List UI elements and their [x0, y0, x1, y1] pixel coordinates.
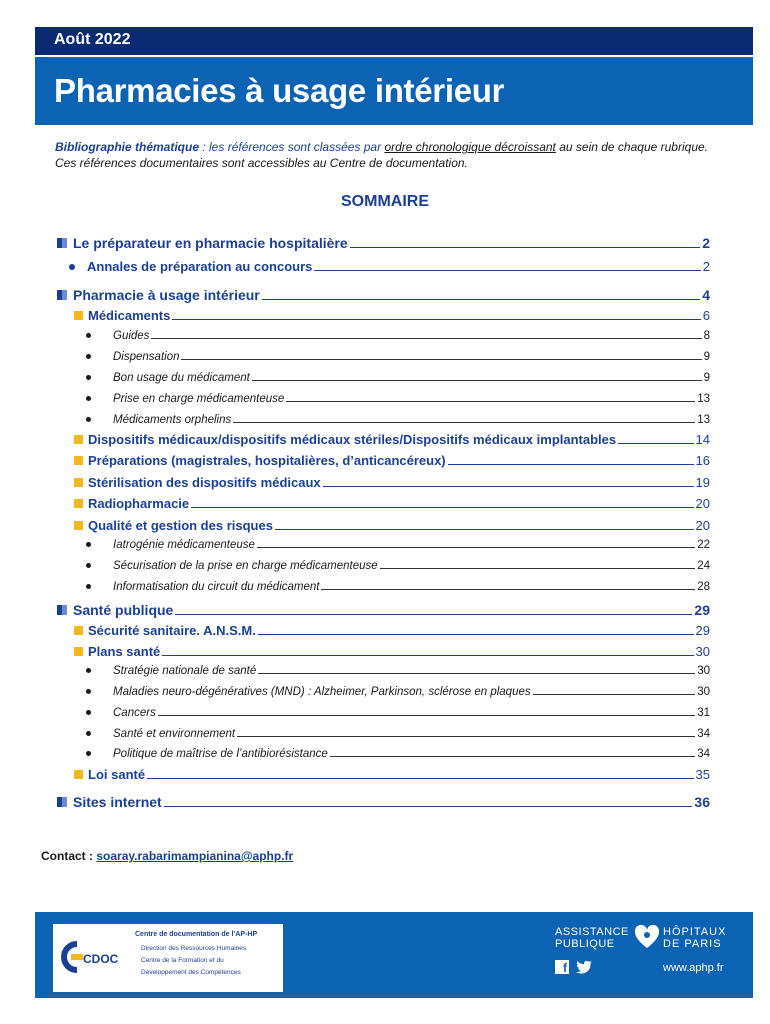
- toc-leader-line: [233, 422, 695, 423]
- cdoc-block: [53, 924, 283, 992]
- toc-leader-line: [258, 634, 694, 635]
- toc-entry-label: Informatisation du circuit du médicament: [113, 581, 320, 593]
- toc-leader-line: [314, 270, 700, 271]
- bullet-dot-icon: [86, 731, 91, 736]
- toc-entry-label: Pharmacie à usage intérieur: [73, 287, 260, 303]
- toc-entry-page: 29: [694, 602, 710, 618]
- toc-entry-label: Santé et environnement: [113, 728, 236, 740]
- toc-leader-line: [191, 507, 693, 508]
- toc-entry-page: 20: [695, 496, 710, 511]
- toc-entry-label: Qualité et gestion des risques: [88, 518, 273, 533]
- cdoc-line-1: Direction des Ressources Humaines: [141, 945, 247, 952]
- toc-entry-page: 30: [697, 686, 710, 698]
- toc-entry-page: 34: [697, 748, 710, 760]
- toc-entry-page: 9: [703, 351, 710, 363]
- toc-leader-line: [181, 359, 701, 360]
- toc-entry-page: 16: [695, 453, 710, 468]
- toc-entry[interactable]: [55, 766, 710, 782]
- facebook-icon[interactable]: f: [555, 960, 569, 974]
- bullet-dot-icon: [86, 417, 91, 422]
- toc-entry-page: 31: [697, 707, 710, 719]
- toc-entry-label: Iatrogénie médicamenteuse: [113, 539, 255, 551]
- toc-entry-label: Prise en charge médicamenteuse: [113, 393, 285, 405]
- section-square-icon: [57, 605, 67, 615]
- toc-leader-line: [448, 464, 694, 465]
- subsection-square-icon: [74, 499, 83, 508]
- toc-entry-label: Bon usage du médicament: [113, 372, 250, 384]
- toc-entry-page: 24: [697, 560, 710, 572]
- toc-entry[interactable]: [55, 307, 710, 323]
- hp-line-2: DE PARIS: [663, 938, 722, 950]
- toc-leader-line: [151, 338, 701, 339]
- bullet-dot-icon: [86, 710, 91, 715]
- toc-entry-page: 13: [697, 414, 710, 426]
- subsection-square-icon: [74, 456, 83, 465]
- toc-entry[interactable]: [55, 557, 710, 572]
- toc-entry-page: 28: [697, 581, 710, 593]
- section-square-icon: [57, 797, 67, 807]
- toc-leader-line: [321, 589, 695, 590]
- toc-entry-page: 13: [697, 393, 710, 405]
- toc-leader-line: [252, 380, 702, 381]
- bullet-dot-icon: [86, 333, 91, 338]
- toc-entry[interactable]: [55, 258, 710, 274]
- cdoc-title: Centre de documentation de l’AP-HP: [135, 931, 258, 938]
- toc-entry-label: Préparations (magistrales, hospitalières, d’anticancéreux): [88, 453, 446, 468]
- footer-band: [35, 912, 753, 998]
- toc-leader-line: [147, 778, 693, 779]
- toc-leader-line: [158, 715, 695, 716]
- toc-leader-line: [533, 694, 696, 695]
- toc-leader-line: [164, 806, 693, 807]
- toc-leader-line: [237, 736, 695, 737]
- subsection-square-icon: [74, 521, 83, 530]
- toc-entry-page: 19: [695, 475, 710, 490]
- toc-entry-page: 22: [697, 539, 710, 551]
- toc-entry-page: 34: [697, 728, 710, 740]
- bullet-dot-icon: [69, 264, 75, 270]
- bullet-dot-icon: [86, 375, 91, 380]
- contact-email-link[interactable]: soaray.rabarimampianina@aphp.fr: [96, 849, 294, 863]
- toc-entry[interactable]: [55, 234, 710, 251]
- toc-entry[interactable]: [55, 745, 710, 760]
- subsection-square-icon: [74, 770, 83, 779]
- toc-entry[interactable]: [55, 683, 710, 698]
- toc-leader-line: [175, 614, 692, 615]
- cdoc-logo-text: CDOC: [83, 952, 119, 966]
- bullet-dot-icon: [86, 668, 91, 673]
- toc-entry[interactable]: [55, 725, 710, 740]
- toc-leader-line: [618, 443, 693, 444]
- toc-entry-page: 2: [702, 235, 710, 251]
- toc-leader-line: [286, 401, 695, 402]
- toc-entry-label: Politique de maîtrise de l’antibiorésistance: [113, 748, 328, 760]
- bullet-dot-icon: [86, 751, 91, 756]
- bullet-dot-icon: [86, 689, 91, 694]
- toc-entry[interactable]: [55, 662, 710, 677]
- aphp-ap-text: [555, 926, 629, 950]
- section-square-icon: [57, 238, 67, 248]
- bullet-dot-icon: [86, 396, 91, 401]
- toc-entry[interactable]: [55, 578, 710, 593]
- hp-line-1: HÔPITAUX: [663, 926, 727, 938]
- toc-entry-page: 6: [702, 308, 710, 323]
- bullet-dot-icon: [86, 542, 91, 547]
- toc-entry-page: 30: [697, 665, 710, 677]
- date-label: Août 2022: [54, 31, 131, 48]
- toc-entry-label: Guides: [113, 330, 150, 342]
- toc-entry[interactable]: [55, 643, 710, 659]
- contact-separator: :: [85, 849, 97, 863]
- toc-entry-page: 2: [702, 259, 710, 274]
- bullet-dot-icon: [86, 354, 91, 359]
- toc-entry-label: Santé publique: [73, 602, 174, 618]
- toc-entry[interactable]: [55, 517, 710, 533]
- toc-leader-line: [172, 319, 700, 320]
- toc-entry-label: Stérilisation des dispositifs médicaux: [88, 475, 321, 490]
- cdoc-logo: [61, 940, 121, 974]
- toc-entry-page: 29: [695, 623, 710, 638]
- toc-entry-label: Radiopharmacie: [88, 496, 190, 511]
- sommaire-heading: SOMMAIRE: [341, 193, 429, 210]
- toc-entry-page: 8: [703, 330, 710, 342]
- toc-entry-page: 20: [695, 518, 710, 533]
- toc-entry[interactable]: [55, 601, 710, 618]
- toc-entry-label: Dispositifs médicaux/dispositifs médicaux stériles/Dispositifs médicaux implantables: [88, 432, 617, 447]
- toc-leader-line: [257, 547, 695, 548]
- aphp-hp-text: [663, 926, 726, 950]
- ap-line-2: PUBLIQUE: [555, 938, 615, 950]
- bullet-dot-icon: [86, 563, 91, 568]
- toc-entry-label: Maladies neuro-dégénératives (MND) : Alzheimer, Parkinson, sclérose en plaques: [113, 686, 531, 698]
- toc-entry-label: Plans santé: [88, 644, 161, 659]
- toc-entry[interactable]: [55, 327, 710, 342]
- contact-line: [41, 849, 293, 863]
- toc-entry-label: Le préparateur en pharmacie hospitalière: [73, 235, 348, 251]
- toc-entry[interactable]: [55, 411, 710, 426]
- toc-leader-line: [350, 247, 701, 248]
- toc-entry-page: 9: [703, 372, 710, 384]
- toc-leader-line: [262, 299, 700, 300]
- intro-paragraph: [55, 139, 725, 171]
- social-links: [555, 960, 592, 974]
- toc-entry[interactable]: [55, 286, 710, 303]
- toc-entry[interactable]: [55, 452, 710, 468]
- cdoc-line-2: Centre de la Formation et du: [141, 957, 224, 964]
- toc-entry-label: Dispensation: [113, 351, 180, 363]
- toc-entry[interactable]: [55, 536, 710, 551]
- toc-entry-label: Médicaments: [88, 308, 171, 323]
- toc-entry[interactable]: [55, 390, 710, 405]
- toc-entry[interactable]: [55, 431, 710, 447]
- toc-entry[interactable]: [55, 495, 710, 511]
- toc-entry-label: Stratégie nationale de santé: [113, 665, 257, 677]
- intro-lead: Bibliographie thématique: [55, 140, 200, 154]
- toc-entry-label: Sécurisation de la prise en charge médicamenteuse: [113, 560, 378, 572]
- toc-entry-page: 14: [695, 432, 710, 447]
- title-band: [35, 57, 753, 125]
- toc-entry-label: Médicaments orphelins: [113, 414, 232, 426]
- toc-entry[interactable]: [55, 348, 710, 363]
- intro-underlined: ordre chronologique décroissant: [384, 140, 556, 154]
- date-band: [35, 27, 753, 55]
- aphp-heart-logo: [634, 924, 660, 950]
- subsection-square-icon: [74, 647, 83, 656]
- toc-entry-page: 36: [694, 794, 710, 810]
- ap-line-1: ASSISTANCE: [555, 926, 629, 938]
- toc-leader-line: [323, 486, 694, 487]
- toc-entry-page: 30: [695, 644, 710, 659]
- toc-leader-line: [162, 655, 693, 656]
- toc-leader-line: [275, 529, 694, 530]
- aphp-url[interactable]: www.aphp.fr: [663, 962, 724, 974]
- section-square-icon: [57, 290, 67, 300]
- toc-entry-page: 35: [695, 767, 710, 782]
- subsection-square-icon: [74, 311, 83, 320]
- subsection-square-icon: [74, 626, 83, 635]
- subsection-square-icon: [74, 478, 83, 487]
- toc-entry-label: Sites internet: [73, 794, 162, 810]
- twitter-icon[interactable]: [576, 960, 592, 974]
- toc-entry-label: Annales de préparation au concours: [87, 259, 313, 274]
- page-title: Pharmacies à usage intérieur: [54, 72, 505, 109]
- toc-entry[interactable]: [55, 704, 710, 719]
- toc-entry[interactable]: [55, 622, 710, 638]
- contact-label: Contact: [41, 849, 86, 863]
- subsection-square-icon: [74, 435, 83, 444]
- intro-part1: : les références sont classées par: [199, 140, 385, 154]
- cdoc-line-3: Développement des Compétences: [141, 969, 241, 976]
- toc-entry[interactable]: [55, 793, 710, 810]
- toc-entry-label: Cancers: [113, 707, 156, 719]
- toc-leader-line: [380, 568, 696, 569]
- toc-entry[interactable]: [55, 369, 710, 384]
- toc-entry-label: Loi santé: [88, 767, 146, 782]
- bullet-dot-icon: [86, 584, 91, 589]
- toc-entry-label: Sécurité sanitaire. A.N.S.M.: [88, 623, 256, 638]
- toc-entry-page: 4: [702, 287, 710, 303]
- intro-part2: au sein de chaque rubrique. Ces références documentaires sont accessibles au Centre de documentation.: [55, 140, 708, 170]
- toc-leader-line: [330, 756, 695, 757]
- toc-leader-line: [258, 673, 695, 674]
- toc-entry[interactable]: [55, 474, 710, 490]
